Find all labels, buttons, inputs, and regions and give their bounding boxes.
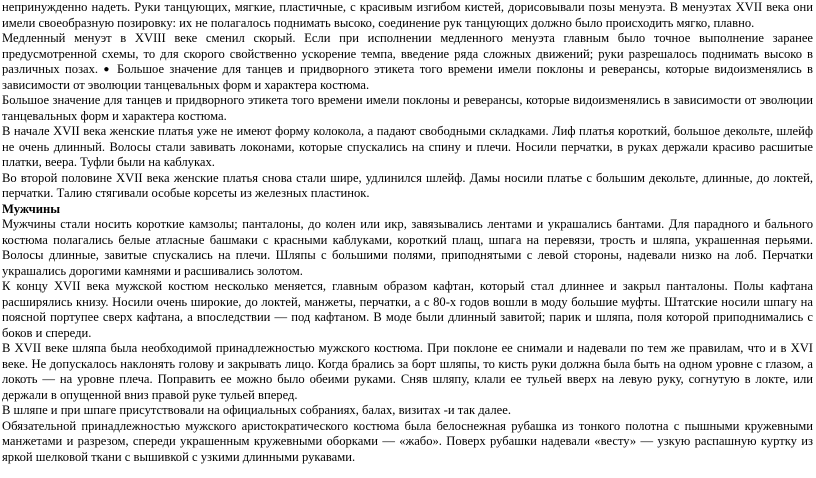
paragraph-minuet-fast-text: Медленный менуэт в XVIII веке сменил скорый. Если при исполнении медленного менуэта главным было точное выполнение заранее предусмотренной схемы, то для скорого свойственно ускорение темпа, введение ряда сложных движений; руки разрешалось поднимать высоко в различных позах. bbox=[2, 31, 813, 76]
paragraph-shirt: Обязательной принадлежностью мужского аристократического костюма была белоснежная рубашка из тонкого полотна с пышными кружевными манжетами и разрезом, спереди украшенным кружевными оборками — «жабо». Поверх рубашки надевали «весту» — узкую распашную куртку из яркой шелковой ткани с вышивкой с узкими длинными рукавами. bbox=[2, 418, 813, 464]
paragraph-bows: Большое значение для танцев и придворного этикета того времени имели поклоны и реверансы, которые видоизменялись в зависимости от эволюции танцевальных форм и характера костюма. bbox=[2, 93, 813, 123]
section-heading-men: Мужчины bbox=[2, 201, 61, 216]
paragraph-minuet-fast-text-after: Большое значение для танцев и придворного этикета того времени имели поклоны и реверансы, которые видоизменялись в зависимости от эволюции танцевальных форм и характера костюма. bbox=[2, 62, 813, 92]
paragraph-hat-sword: В шляпе и при шпаге присутствовали на официальных собраниях, балах, визитах -и так далее. bbox=[2, 403, 511, 417]
paragraph-minuet-hands: непринужденно надеть. Руки танцующих, мягкие, пластичные, с красивым изгибом кистей, дорисовывали позы менуэта. В менуэтах XVII века они имели своеобразную позировку: их не полагалось поднимать высоко, соединение рук танцующих должно было происходить мягко, плавно. bbox=[2, 0, 813, 30]
paragraph-hat: В XVII веке шляпа была необходимой принадлежностью мужского костюма. При поклоне ее снимали и надевали по тем же правилам, что и в XVI веке. Не допускалось наклонять голову и закрывать лицо. Когда брались за борт шляпы, то кисть руки должна была быть на одном уровне с глазом, а локоть — на уровне плеча. Поправить ее можно было обеими руками. Сняв шляпу, клали ее тульей вверх на левую руку, согнутую в локте, или держали в опущенной вниз правой руке тульей вперед. bbox=[2, 341, 813, 402]
paragraph-men-late: К концу XVII века мужской костюм несколько меняется, главным образом кафтан, который стал длиннее и закрыл панталоны. Полы кафтана расширялись книзу. Носили очень широкие, до локтей, манжеты, перчатки, а с 80-х годов вошли в моду большие муфты. Штатские носили шпагу на поясной портупее сверх кафтана, а впоследствии — под кафтаном. В моде были длинный завитой; парик и шляпа, поля которой приподнимались с боков и спереди. bbox=[2, 279, 813, 340]
paragraph-minuet-fast bbox=[0, 31, 816, 93]
bullet-icon: ● bbox=[103, 64, 112, 75]
paragraph-men-costume: Мужчины стали носить короткие камзолы; панталоны, до колен или икр, завязывались лентами и украшались бантами. Для парадного и бального костюма полагались белые атласные башмаки с красными каблуками, короткий плащ, шпага на перевязи, трость и шляпа, украшенная перьями. Волосы длинные, завитые спускались на плечи. Шляпы с большими полями, приподнятыми с левой стороны, надевали низко на лоб. Перчатки украшались дорогими камнями и расшивались золотом. bbox=[2, 217, 813, 278]
paragraph-women-late: Во второй половине XVII века женские платья снова стали шире, удлинился шлейф. Дамы носили платье с большим декольте, длинные, до локтей, перчатки. Талию стягивали особые корсеты из железных пластинок. bbox=[2, 170, 813, 200]
paragraph-women-early: В начале XVII века женские платья уже не имеют форму колокола, а падают свободными складками. Лиф платья короткий, большое декольте, шлейф не очень длинный. Волосы стали завивать локонами, которые спускались на спину и плечи. Носили перчатки, в руках держали красиво расшитые платки, веера. Туфли были на каблуках. bbox=[2, 124, 813, 169]
